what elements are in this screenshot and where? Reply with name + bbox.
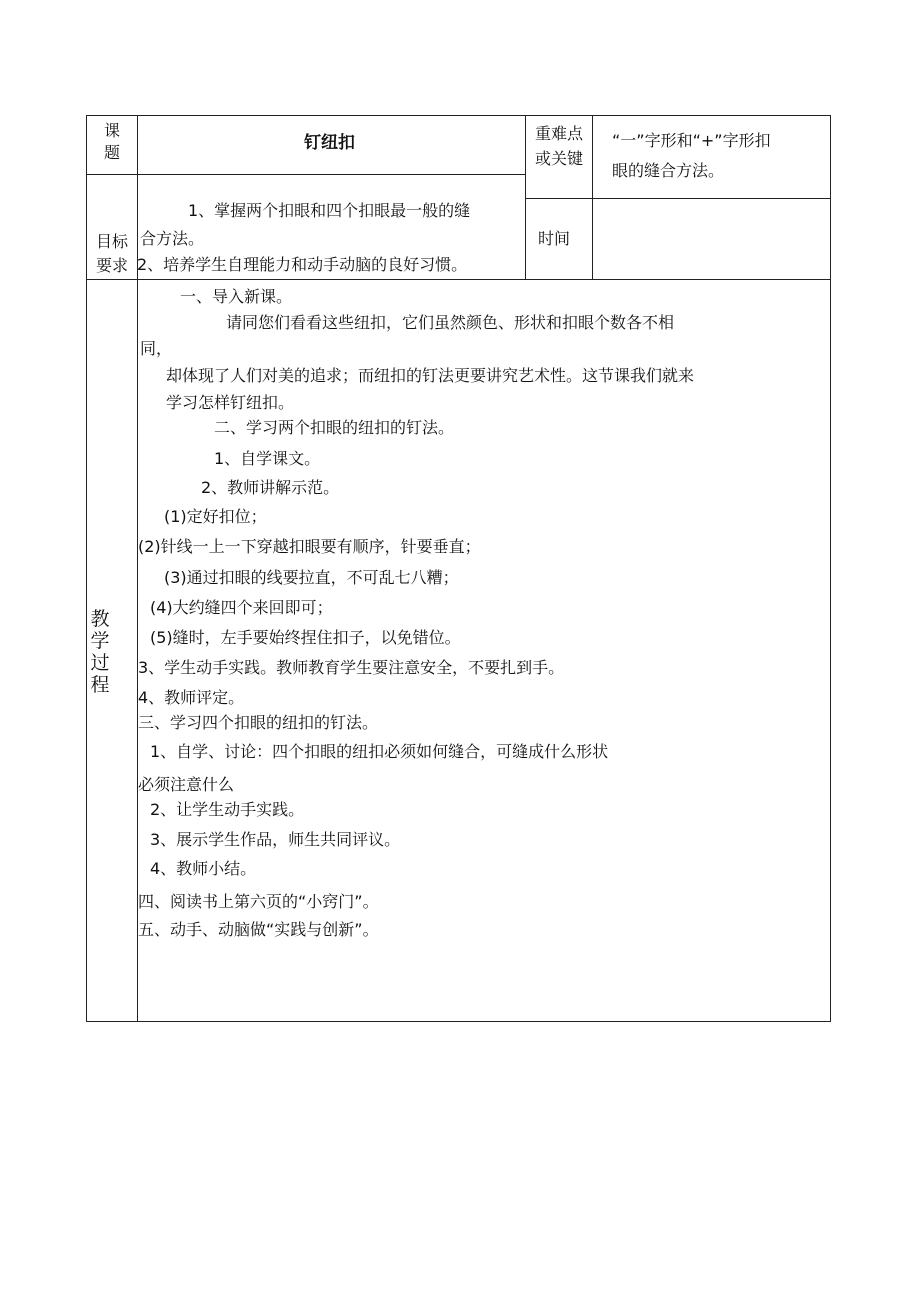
row1-bottom-left (86, 174, 525, 175)
process-line: 一、导入新课。 (180, 287, 293, 306)
goal-label: 目标 要求 (95, 232, 128, 275)
process-line: (4)大约缝四个来回即可； (150, 598, 333, 617)
process-line: 二、学习两个扣眼的纽扣的钉法。 (214, 418, 455, 437)
process-line: 4、教师评定。 (138, 688, 245, 707)
process-line: 必须注意什么 (138, 775, 235, 794)
process-line: 2、让学生动手实践。 (150, 800, 305, 819)
table-right-border (830, 115, 831, 1022)
key-points-label: 重难点 或关键 (534, 124, 583, 168)
process-line: 学习怎样钉纽扣。 (166, 393, 295, 412)
process-line: (1)定好扣位； (164, 507, 267, 526)
label-column-divider (137, 115, 138, 1022)
process-line: 4、教师小结。 (150, 859, 257, 878)
process-line: 请同您们看看这些纽扣，它们虽然颜色、形状和扣眼个数各不相 (226, 313, 675, 332)
process-line: (2)针线一上一下穿越扣眼要有顺序，针要垂直； (138, 537, 481, 556)
process-line: 3、展示学生作品，师生共同评议。 (150, 830, 401, 849)
topic-label: 课 题 (103, 121, 120, 162)
process-label: 教 学 过 程 (90, 608, 110, 696)
process-line: 3、学生动手实践。教师教育学生要注意安全，不要扎到手。 (138, 658, 565, 677)
key-points-value: “一”字形和“+”字形扣 眼的缝合方法。 (612, 131, 771, 180)
row2-bottom-border (86, 279, 831, 280)
goal-line-3: 2、培养学生自理能力和动手动脑的良好习惯。 (137, 255, 468, 274)
process-line: 五、动手、动脑做“实践与创新”。 (138, 920, 379, 939)
time-label: 时间 (538, 229, 571, 248)
row1-bottom-right (525, 198, 831, 199)
process-line: 却体现了人们对美的追求；而纽扣的钉法更要讲究艺术性。这节课我们就来 (166, 366, 695, 385)
process-line: 三、学习四个扣眼的纽扣的钉法。 (138, 713, 379, 732)
process-line: 四、阅读书上第六页的“小窍门”。 (138, 892, 379, 911)
right-column-divider (592, 115, 593, 280)
process-line: 2、教师讲解示范。 (201, 478, 340, 497)
process-line: (5)缝时，左手要始终捏住扣子，以免错位。 (150, 628, 461, 647)
process-line: 1、自学课文。 (214, 449, 321, 468)
process-line: (3)通过扣眼的线要拉直，不可乱七八糟； (164, 568, 459, 587)
table-bottom-border (86, 1021, 831, 1022)
goal-line-2: 合方法。 (140, 229, 205, 248)
topic-value: 钉纽扣 (304, 133, 355, 153)
table-top-border (86, 115, 831, 116)
process-line: 1、自学、讨论：四个扣眼的纽扣必须如何缝合，可缝成什么形状 (150, 742, 609, 761)
process-line: 同， (140, 339, 173, 358)
table-left-border (86, 115, 87, 1022)
goal-line-1: 1、掌握两个扣眼和四个扣眼最一般的缝 (188, 201, 471, 220)
